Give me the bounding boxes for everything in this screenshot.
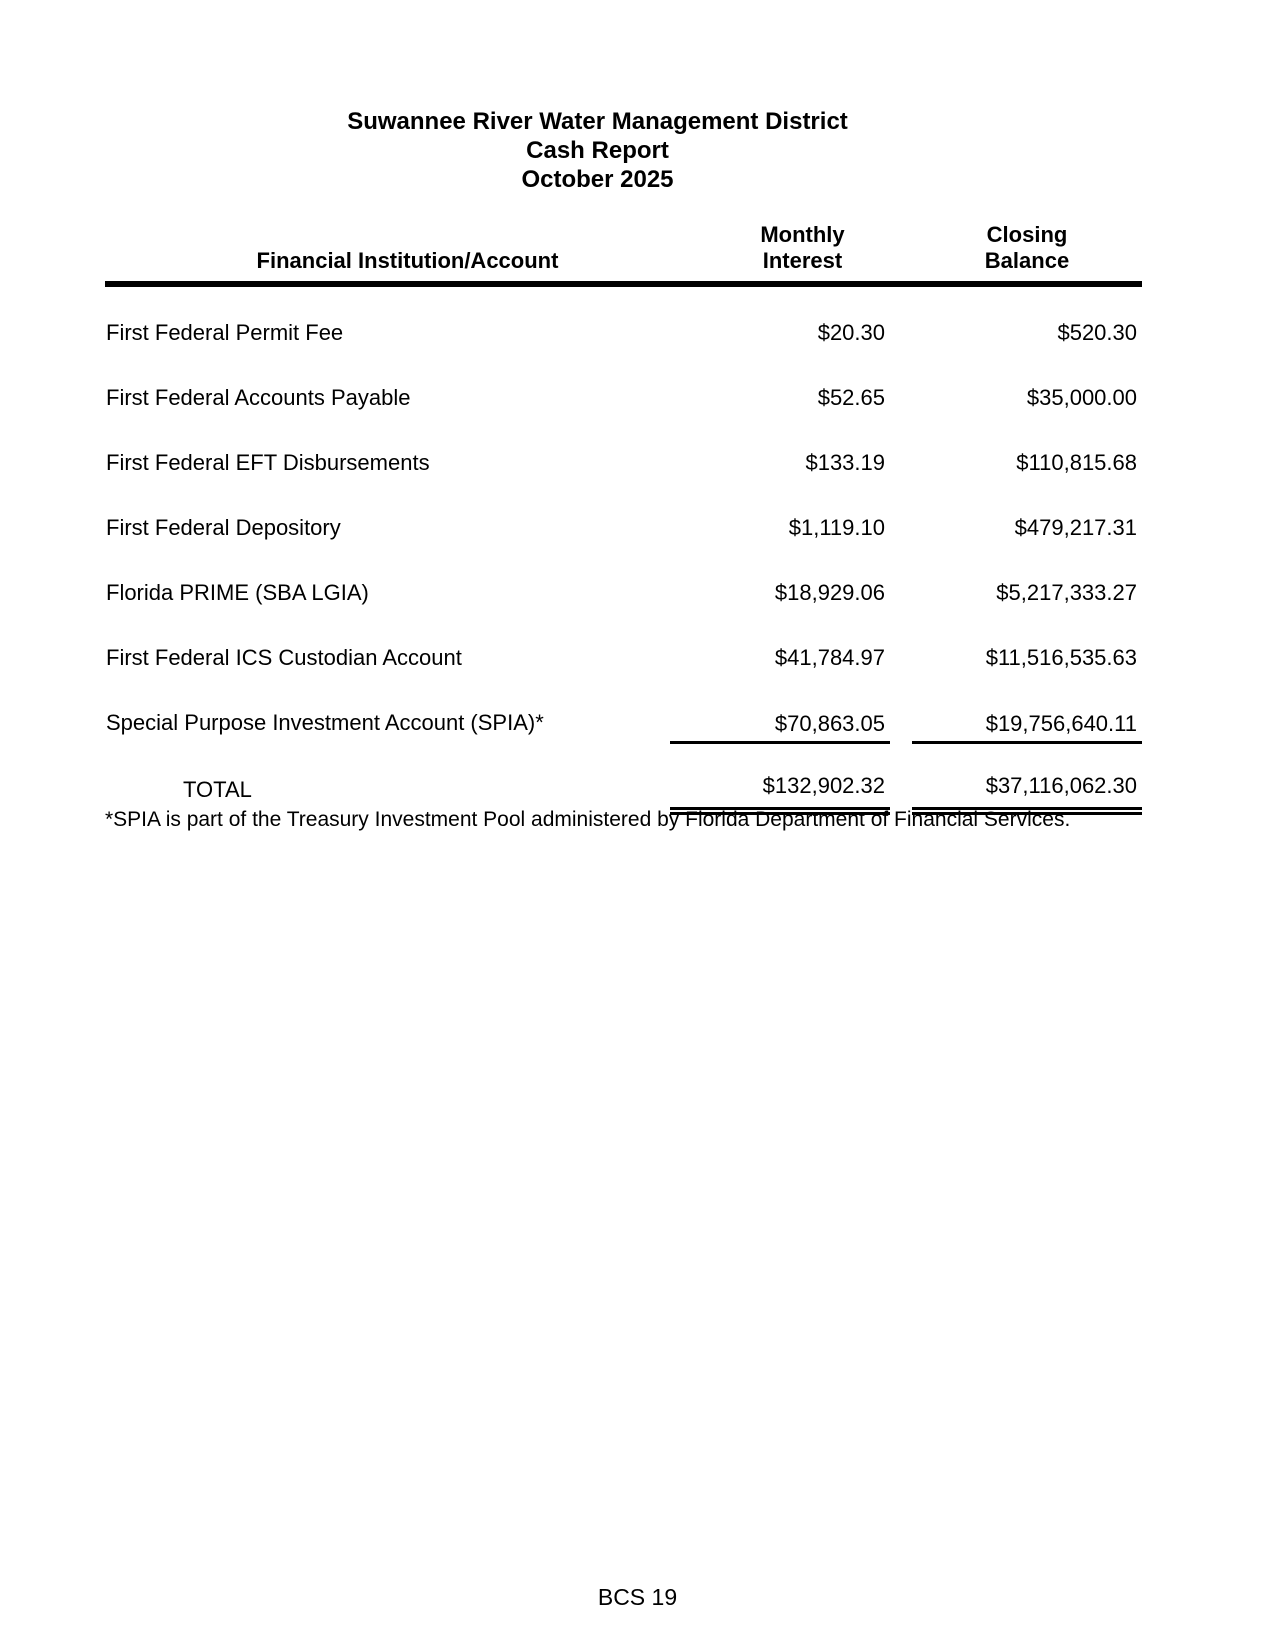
column-header-monthly-line1: Monthly [760, 222, 845, 247]
spia-footnote: *SPIA is part of the Treasury Investment Pool administered by Florida Department of Financial Services. [105, 808, 1071, 831]
column-header-gap [890, 222, 912, 284]
total-monthly-interest: $132,902.32 [670, 742, 890, 811]
monthly-interest-value: $20.30 [817, 320, 885, 345]
report-title: Suwannee River Water Management District [347, 108, 848, 135]
total-label: TOTAL [183, 776, 252, 802]
column-gap [890, 417, 912, 482]
closing-balance-value: $5,217,333.27 [996, 580, 1137, 605]
closing-balance-value: $479,217.31 [1014, 515, 1137, 540]
table-row [105, 547, 1142, 612]
report-title-block [105, 107, 1090, 194]
column-gap [890, 742, 912, 811]
table-row [105, 612, 1142, 677]
monthly-interest-value: $1,119.10 [788, 515, 885, 540]
table-header-row [105, 222, 1142, 284]
column-header-closing-line2: Balance [984, 248, 1070, 273]
column-gap [890, 284, 912, 352]
account-name: First Federal Accounts Payable [106, 385, 411, 410]
table-row [105, 352, 1142, 417]
monthly-interest-value: $18,929.06 [774, 580, 885, 605]
closing-balance-value: $35,000.00 [1026, 385, 1137, 410]
column-gap [890, 612, 912, 677]
page-number: BCS 19 [597, 1584, 678, 1610]
account-name: First Federal Permit Fee [106, 320, 344, 345]
monthly-interest-value: $41,784.97 [774, 645, 885, 670]
closing-balance-value: $110,815.68 [1016, 450, 1137, 475]
monthly-interest-value: $133.19 [805, 450, 885, 475]
account-name: First Federal ICS Custodian Account [106, 645, 462, 670]
monthly-interest-value: $70,863.05 [670, 677, 890, 742]
column-header-closing-balance [912, 222, 1142, 284]
column-gap [890, 482, 912, 547]
closing-balance-value: $11,516,535.63 [985, 645, 1137, 670]
table-row [105, 677, 1142, 742]
table-row [105, 417, 1142, 482]
report-subtitle: Cash Report [526, 137, 669, 164]
account-name: Special Purpose Investment Account (SPIA)* [106, 710, 544, 735]
closing-balance-value: $19,756,640.11 [912, 677, 1142, 742]
column-header-monthly-line2: Interest [762, 248, 843, 273]
report-period: October 2025 [521, 166, 674, 193]
cash-table [105, 222, 1142, 815]
account-name: First Federal Depository [106, 515, 341, 540]
account-name: First Federal EFT Disbursements [106, 450, 430, 475]
table-row [105, 284, 1142, 352]
column-header-account: Financial Institution/Account [105, 222, 670, 284]
closing-balance-value: $520.30 [1057, 320, 1137, 345]
total-row [105, 742, 1142, 811]
column-gap [890, 547, 912, 612]
column-header-closing-line1: Closing [986, 222, 1068, 247]
column-gap [890, 677, 912, 742]
total-closing-balance: $37,116,062.30 [912, 742, 1142, 811]
monthly-interest-value: $52.65 [817, 385, 885, 410]
account-name: Florida PRIME (SBA LGIA) [106, 580, 369, 605]
column-header-monthly-interest [670, 222, 890, 284]
table-row [105, 482, 1142, 547]
column-gap [890, 352, 912, 417]
